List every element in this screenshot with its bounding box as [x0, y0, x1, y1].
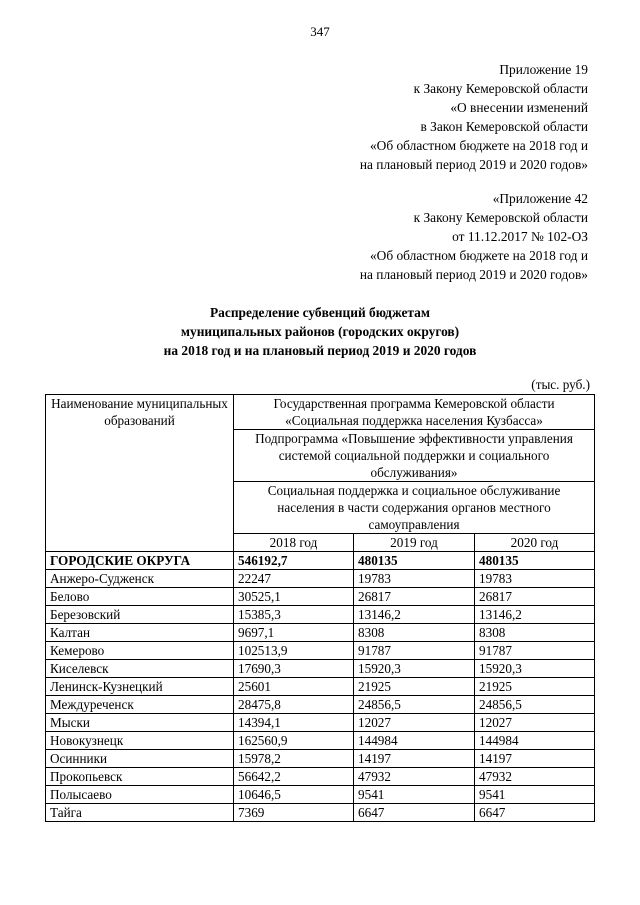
table-row [46, 768, 595, 786]
table-row [46, 678, 595, 696]
subsidy-header: Социальная поддержка и социальное обслуживание населения в части содержания органов местного самоуправления [234, 482, 595, 534]
value-2020: 26817 [475, 588, 595, 606]
appendix-line: на плановый период 2019 и 2020 годов» [359, 157, 588, 172]
value-2020: 6647 [475, 804, 595, 822]
value-2020: 24856,5 [475, 696, 595, 714]
appendix-line: к Закону Кемеровской области [413, 81, 588, 96]
appendix-line: на плановый период 2019 и 2020 годов» [359, 267, 588, 282]
value-2019: 91787 [354, 642, 475, 660]
municipality-name: Ленинск-Кузнецкий [46, 678, 234, 696]
year-header-2018: 2018 год [234, 534, 354, 552]
name-column-header: Наименование муниципальных образований [46, 395, 234, 552]
value-2020: 15920,3 [475, 660, 595, 678]
table-row [46, 714, 595, 732]
value-2018: 15385,3 [234, 606, 354, 624]
value-2018: 102513,9 [234, 642, 354, 660]
value-2019: 47932 [354, 768, 475, 786]
appendix-line: «Об областном бюджете на 2018 год и [369, 138, 588, 153]
value-2019: 480135 [354, 552, 475, 570]
document-title [0, 303, 640, 360]
table-row [46, 660, 595, 678]
appendix-19-header [360, 60, 588, 174]
municipality-name: Мыски [46, 714, 234, 732]
table-row [46, 588, 595, 606]
municipality-name: Прокопьевск [46, 768, 234, 786]
year-header-2019: 2019 год [354, 534, 475, 552]
table-row [46, 624, 595, 642]
unit-label: (тыс. руб.) [531, 377, 590, 392]
municipality-name: ГОРОДСКИЕ ОКРУГА [46, 552, 234, 570]
year-header-2020: 2020 год [475, 534, 595, 552]
municipality-name: Калтан [46, 624, 234, 642]
table-row [46, 804, 595, 822]
municipality-name: Тайга [46, 804, 234, 822]
table-row [46, 606, 595, 624]
municipality-name: Кемерово [46, 642, 234, 660]
appendix-line: «Об областном бюджете на 2018 год и [369, 248, 588, 263]
appendix-line: Приложение 19 [499, 62, 588, 77]
table-row [46, 750, 595, 768]
value-2018: 162560,9 [234, 732, 354, 750]
value-2019: 14197 [354, 750, 475, 768]
value-2019: 9541 [354, 786, 475, 804]
appendix-line: «О внесении изменений [450, 100, 588, 115]
value-2018: 7369 [234, 804, 354, 822]
subprogram-header: Подпрограмма «Повышение эффективности управления системой социальной поддержки и социального обслуживания» [234, 430, 595, 482]
value-2018: 17690,3 [234, 660, 354, 678]
municipality-name: Киселевск [46, 660, 234, 678]
municipality-name: Новокузнецк [46, 732, 234, 750]
value-2020: 12027 [475, 714, 595, 732]
value-2019: 21925 [354, 678, 475, 696]
appendix-line: от 11.12.2017 № 102-ОЗ [452, 229, 588, 244]
table-row-total [46, 552, 595, 570]
program-header: Государственная программа Кемеровской области «Социальная поддержка населения Кузбасса» [234, 395, 595, 430]
value-2019: 12027 [354, 714, 475, 732]
municipality-name: Междуреченск [46, 696, 234, 714]
value-2018: 546192,7 [234, 552, 354, 570]
value-2018: 30525,1 [234, 588, 354, 606]
value-2019: 19783 [354, 570, 475, 588]
value-2020: 21925 [475, 678, 595, 696]
value-2020: 47932 [475, 768, 595, 786]
value-2019: 13146,2 [354, 606, 475, 624]
value-2018: 56642,2 [234, 768, 354, 786]
value-2018: 22247 [234, 570, 354, 588]
value-2020: 14197 [475, 750, 595, 768]
municipality-name: Белово [46, 588, 234, 606]
table-row [46, 732, 595, 750]
value-2018: 15978,2 [234, 750, 354, 768]
municipality-name: Анжеро-Судженск [46, 570, 234, 588]
value-2020: 19783 [475, 570, 595, 588]
value-2020: 91787 [475, 642, 595, 660]
title-line: Распределение субвенций бюджетам [210, 305, 430, 320]
appendix-line: «Приложение 42 [492, 191, 588, 206]
value-2018: 10646,5 [234, 786, 354, 804]
value-2019: 15920,3 [354, 660, 475, 678]
value-2020: 8308 [475, 624, 595, 642]
value-2019: 8308 [354, 624, 475, 642]
value-2019: 24856,5 [354, 696, 475, 714]
value-2020: 9541 [475, 786, 595, 804]
appendix-line: в Закон Кемеровской области [420, 119, 588, 134]
value-2020: 144984 [475, 732, 595, 750]
value-2020: 480135 [475, 552, 595, 570]
subsidy-table [45, 394, 595, 822]
value-2020: 13146,2 [475, 606, 595, 624]
municipality-name: Березовский [46, 606, 234, 624]
table-row [46, 570, 595, 588]
municipality-name: Осинники [46, 750, 234, 768]
title-line: муниципальных районов (городских округов) [180, 324, 460, 339]
value-2018: 14394,1 [234, 714, 354, 732]
table-row [46, 642, 595, 660]
page-number: 347 [310, 24, 330, 39]
appendix-line: к Закону Кемеровской области [413, 210, 588, 225]
value-2019: 144984 [354, 732, 475, 750]
value-2019: 6647 [354, 804, 475, 822]
value-2019: 26817 [354, 588, 475, 606]
table-row [46, 696, 595, 714]
appendix-42-header [360, 189, 588, 284]
value-2018: 25601 [234, 678, 354, 696]
value-2018: 28475,8 [234, 696, 354, 714]
title-line: на 2018 год и на плановый период 2019 и 2020 годов [163, 343, 477, 358]
municipality-name: Полысаево [46, 786, 234, 804]
table-row [46, 786, 595, 804]
value-2018: 9697,1 [234, 624, 354, 642]
